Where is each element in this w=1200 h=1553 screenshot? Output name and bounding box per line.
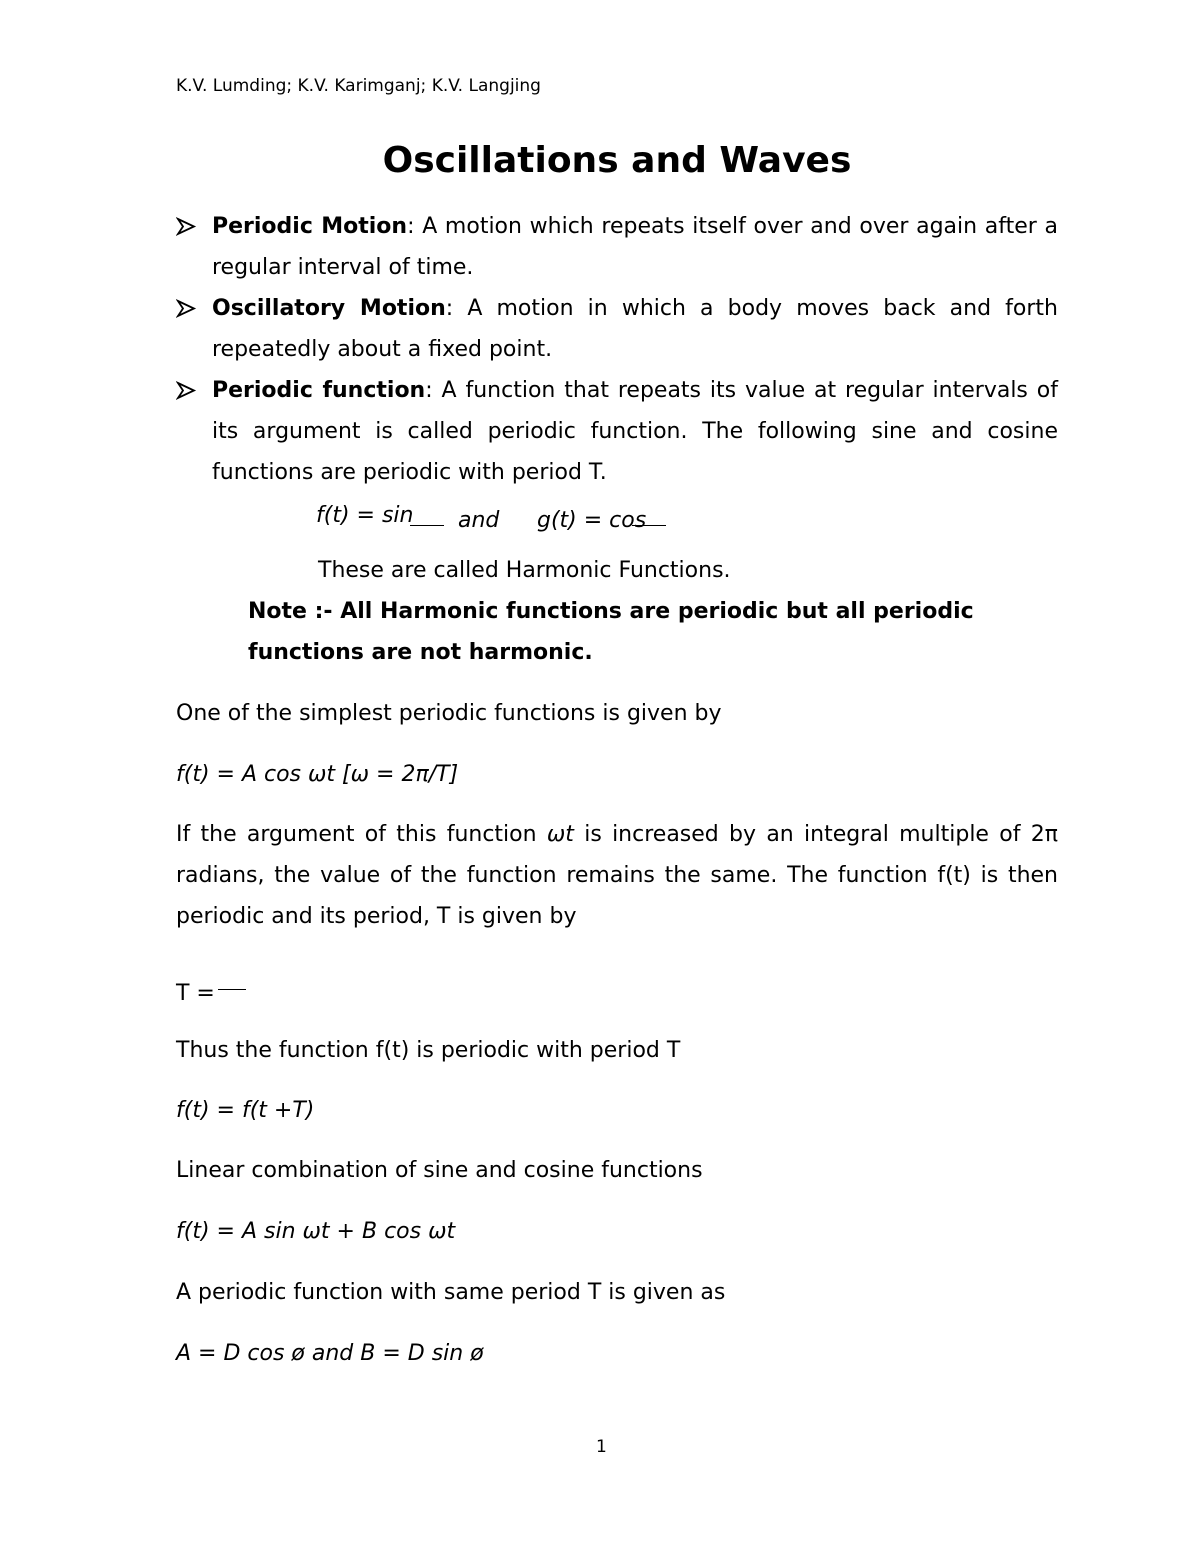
equation-amplitude-phase: A = D cos ø and B = D sin ø (176, 1341, 484, 1366)
harmonic-caption: These are called Harmonic Functions. (318, 558, 731, 583)
fraction-bar (218, 989, 246, 990)
paragraph-argument (176, 814, 1058, 937)
harmonic-equation-f: f(t) = sin (316, 503, 414, 528)
bullet-separator: : (407, 214, 423, 239)
bullet-periodic-motion (176, 206, 1058, 288)
bullet-term: Periodic function (212, 378, 426, 403)
equation-cos: f(t) = A cos ωt [ω = 2π/T] (176, 762, 459, 787)
harmonic-equation-g: g(t) = cos (537, 508, 647, 533)
arrow-bullet-icon (176, 206, 198, 247)
paragraph-periodic-T: Thus the function f(t) is periodic with period T (176, 1038, 681, 1063)
harmonic-equation-and: and (458, 508, 500, 533)
bullet-oscillatory-motion (176, 288, 1058, 370)
fraction-bar (632, 525, 666, 526)
paragraph-simplest: One of the simplest periodic functions is given by (176, 701, 722, 726)
bullet-periodic-function (176, 370, 1058, 493)
bullet-term: Oscillatory Motion (212, 296, 446, 321)
page-number: 1 (596, 1437, 607, 1457)
omega-t: ωt (546, 822, 574, 847)
equation-periodicity: f(t) = f(t +T) (176, 1098, 315, 1123)
arrow-bullet-icon (176, 370, 198, 411)
bullet-text: A function that repeats its value at regular intervals of its argument is called periodic function. The following sine and cosine functions are periodic with period T. (212, 378, 1059, 485)
paragraph-same-period: A periodic function with same period T is given as (176, 1280, 726, 1305)
arrow-bullet-icon (176, 288, 198, 329)
bullet-separator: : (425, 378, 442, 403)
bullet-text: A motion in which a body moves back and forth repeatedly about a fixed point. (212, 296, 1058, 362)
period-equation: T = (176, 981, 215, 1006)
note-text: Note :- All Harmonic functions are periodic but all periodic functions are not harmonic. (248, 599, 974, 665)
bullet-term: Periodic Motion (212, 214, 408, 239)
bullet-separator: : (445, 296, 468, 321)
paragraph-text: If the argument of this function (176, 822, 547, 847)
page-title: Oscillations and Waves (382, 140, 852, 181)
bullet-text: A motion which repeats itself over and over again after a regular interval of time. (212, 214, 1058, 280)
page-header: K.V. Lumding; K.V. Karimganj; K.V. Langjing (176, 76, 541, 96)
fraction-bar (410, 525, 444, 526)
paragraph-linear-combination: Linear combination of sine and cosine functions (176, 1158, 703, 1183)
paragraph-text: is increased by an integral multiple of 2π radians, the value of the function remains the same. The function f(t) is then periodic and its period, T is given by (176, 822, 1058, 929)
equation-linear-combination: f(t) = A sin ωt + B cos ωt (176, 1219, 456, 1244)
